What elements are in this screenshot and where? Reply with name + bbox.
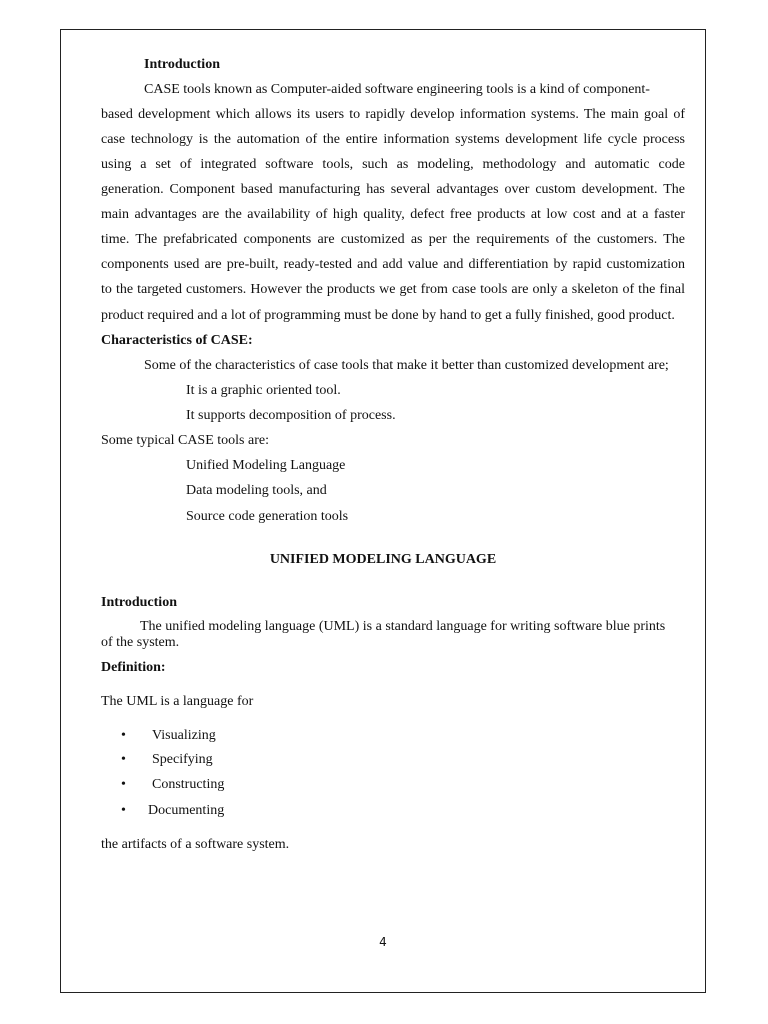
closing-text: the artifacts of a software system. [101,837,290,852]
intro-line: using a set of integrated software tools, such as modeling, methodology and automatic code [101,157,685,172]
definition-heading: Definition: [101,660,166,675]
page-number: 4 [379,935,387,949]
intro-heading: Introduction [144,57,220,72]
uml-bullet-item: Documenting [148,803,225,818]
bullet-dot-icon: • [121,803,126,818]
tool-item: Unified Modeling Language [186,458,346,473]
intro-line: generation. Component based manufacturing has several advantages over custom development. The [101,182,685,197]
intro-line: case technology is the automation of the entire information systems development life cycle process [101,132,685,147]
intro-line: based development which allows its users to rapidly develop information systems. The main goal of [101,107,685,122]
tool-item: Data modeling tools, and [186,483,327,498]
bullet-dot-icon: • [121,728,126,743]
uml-intro-line: of the system. [101,635,180,650]
uml-intro-line: The unified modeling language (UML) is a standard language for writing software blue prints [140,619,666,634]
bullet-dot-icon: • [121,777,126,792]
uml-bullet-item: Constructing [152,777,225,792]
uml-bullet-item: Visualizing [152,728,216,743]
uml-intro-heading: Introduction [101,595,177,610]
definition-text: The UML is a language for [101,694,254,709]
intro-line: time. The prefabricated components are customized as per the requirements of the customers. The [101,232,685,247]
intro-line: components used are pre-built, ready-tested and add value and differentiation by rapid customization [101,257,685,272]
uml-bullet-item: Specifying [152,752,213,767]
characteristic-item: It supports decomposition of process. [186,408,396,423]
characteristics-intro: Some of the characteristics of case tools that make it better than customized development are; [144,358,669,373]
typical-tools-heading: Some typical CASE tools are: [101,433,269,448]
uml-section-title: UNIFIED MODELING LANGUAGE [269,552,497,567]
characteristic-item: It is a graphic oriented tool. [186,383,341,398]
intro-line: to the targeted customers. However the products we get from case tools are only a skeleton of the final [101,282,685,297]
bullet-dot-icon: • [121,752,126,767]
intro-line: main advantages are the availability of high quality, defect free products at low cost and at a faster [101,207,685,222]
intro-line: CASE tools known as Computer-aided software engineering tools is a kind of component- [144,82,650,97]
characteristics-heading: Characteristics of CASE: [101,333,253,348]
intro-line: product required and a lot of programming must be done by hand to get a fully finished, good product. [101,308,675,323]
tool-item: Source code generation tools [186,509,349,524]
